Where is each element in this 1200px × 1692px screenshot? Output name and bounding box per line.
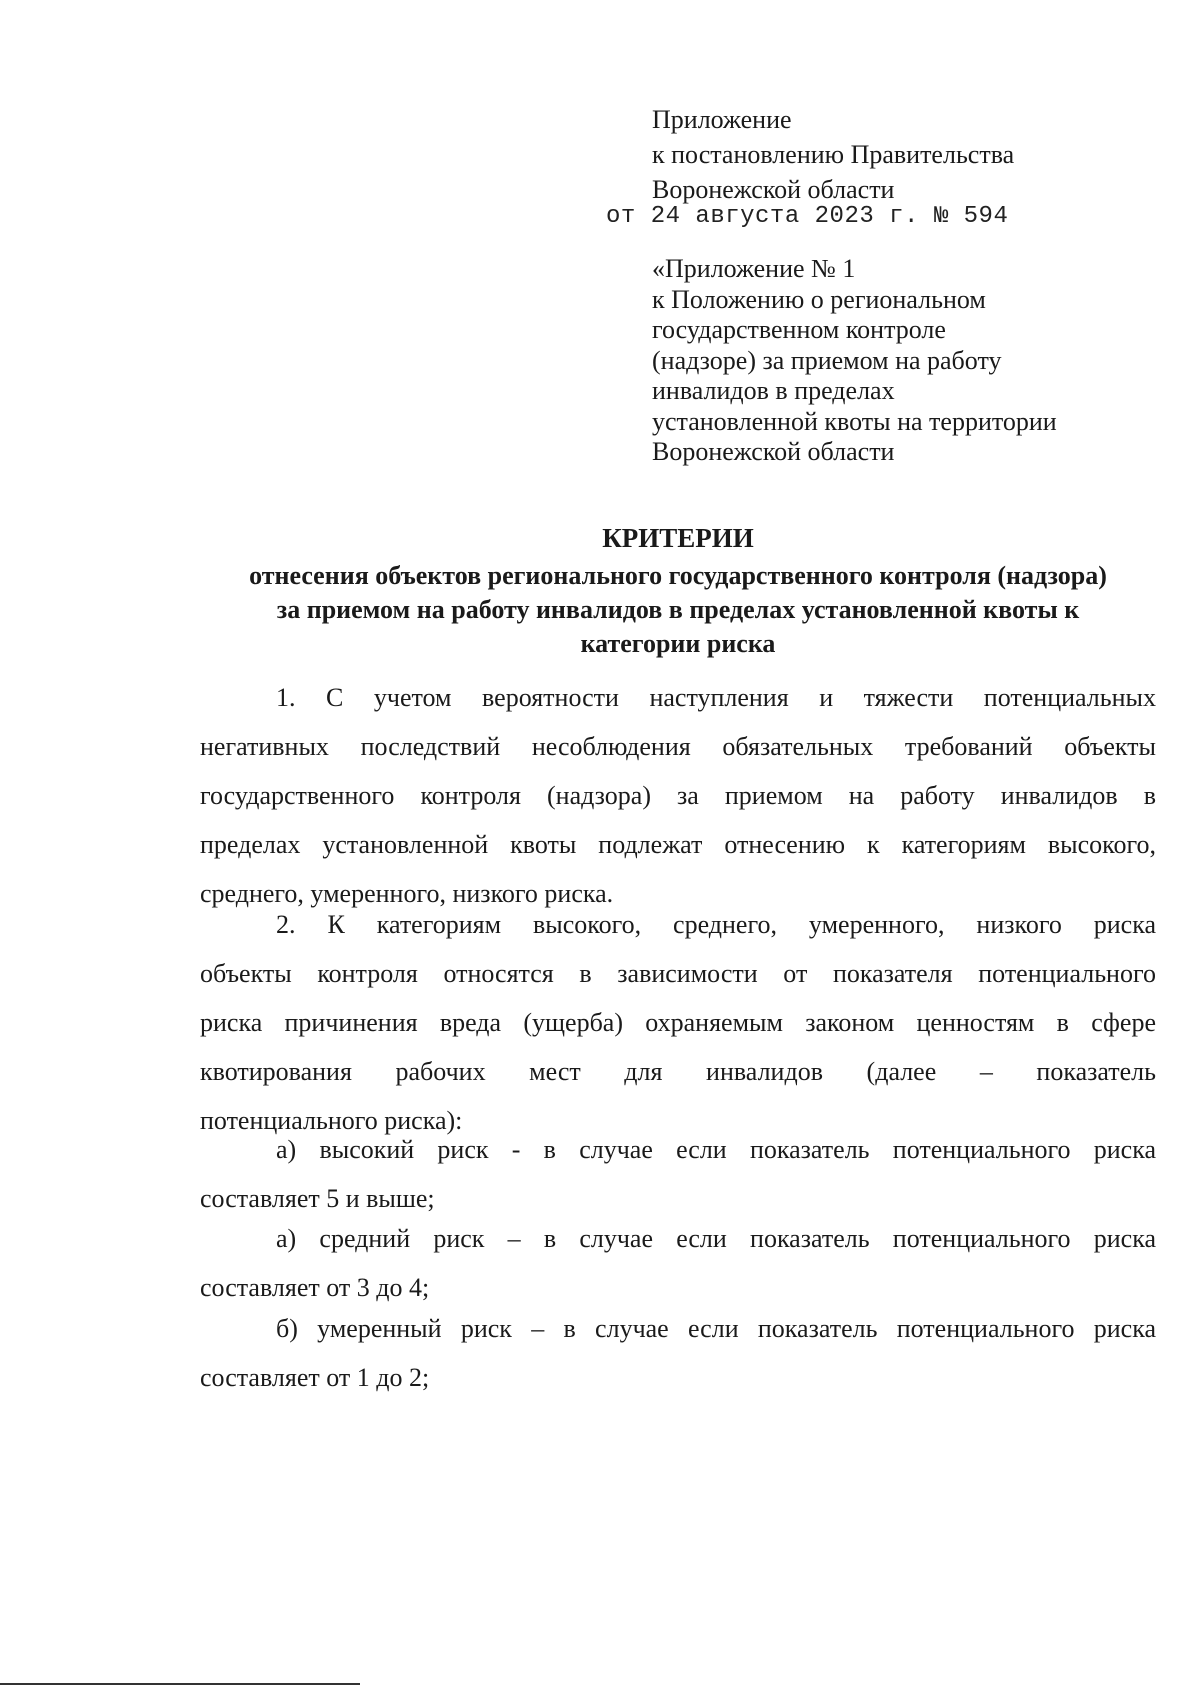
paragraph-medium-risk (200, 1214, 1156, 1312)
paragraph-line: негативных последствий несоблюдения обязательных требований объекты (200, 732, 1156, 761)
prior-appendix-line: установленной квоты на территории (652, 406, 1057, 436)
document-title: КРИТЕРИИ (602, 523, 754, 553)
prior-appendix-line: Воронежской области (652, 437, 895, 466)
paragraph-line: объекты контроля относятся в зависимости от показателя потенциального (200, 959, 1156, 988)
appendix-header-line: Приложение (652, 105, 792, 134)
paragraph-line: составляет от 1 до 2; (200, 1363, 430, 1392)
paragraph-line: а) высокий риск - в случае если показатель потенциального риска (276, 1135, 1156, 1164)
paragraph-line: б) умеренный риск – в случае если показатель потенциального риска (276, 1314, 1156, 1343)
paragraph-line: 1. С учетом вероятности наступления и тяжести потенциальных (276, 683, 1156, 712)
paragraph-moderate-risk (200, 1304, 1156, 1402)
decree-date-number: от 24 августа 2023 г. № 594 (606, 203, 1009, 230)
paragraph-line: составляет 5 и выше; (200, 1184, 435, 1213)
paragraph-line: потенциального риска): (200, 1106, 463, 1135)
appendix-header-line: Воронежской области (652, 175, 895, 204)
document-subtitle-line: за приемом на работу инвалидов в пределах установленной квоты к (276, 595, 1080, 624)
paragraph-line: пределах установленной квоты подлежат отнесению к категориям высокого, (200, 830, 1156, 859)
paragraph-line: составляет от 3 до 4; (200, 1273, 430, 1302)
document-subtitle-line: отнесения объектов регионального государственного контроля (надзора) (249, 561, 1107, 590)
prior-appendix-line: «Приложение № 1 (652, 254, 856, 283)
bottom-edge-rule (0, 1683, 360, 1685)
paragraph-1 (200, 673, 1156, 918)
paragraph-line: среднего, умеренного, низкого риска. (200, 879, 614, 908)
paragraph-line: а) средний риск – в случае если показатель потенциального риска (276, 1224, 1156, 1253)
prior-appendix-line: к Положению о региональном (652, 284, 986, 314)
appendix-header (652, 102, 1014, 207)
document-subtitle-line: категории риска (580, 629, 776, 658)
paragraph-line: 2. К категориям высокого, среднего, умеренного, низкого риска (276, 910, 1156, 939)
paragraph-2 (200, 900, 1156, 1145)
prior-appendix-reference (652, 254, 1057, 468)
prior-appendix-line: инвалидов в пределах (652, 376, 895, 405)
paragraph-line: квотирования рабочих мест для инвалидов (далее – показатель (200, 1057, 1156, 1086)
prior-appendix-line: государственном контроле (652, 315, 946, 344)
prior-appendix-line: (надзоре) за приемом на работу (652, 345, 1002, 375)
paragraph-line: государственного контроля (надзора) за приемом на работу инвалидов в (200, 781, 1156, 810)
paragraph-high-risk (200, 1125, 1156, 1223)
appendix-header-line: к постановлению Правительства (652, 140, 1015, 169)
paragraph-line: риска причинения вреда (ущерба) охраняемым законом ценностям в сфере (200, 1008, 1156, 1037)
